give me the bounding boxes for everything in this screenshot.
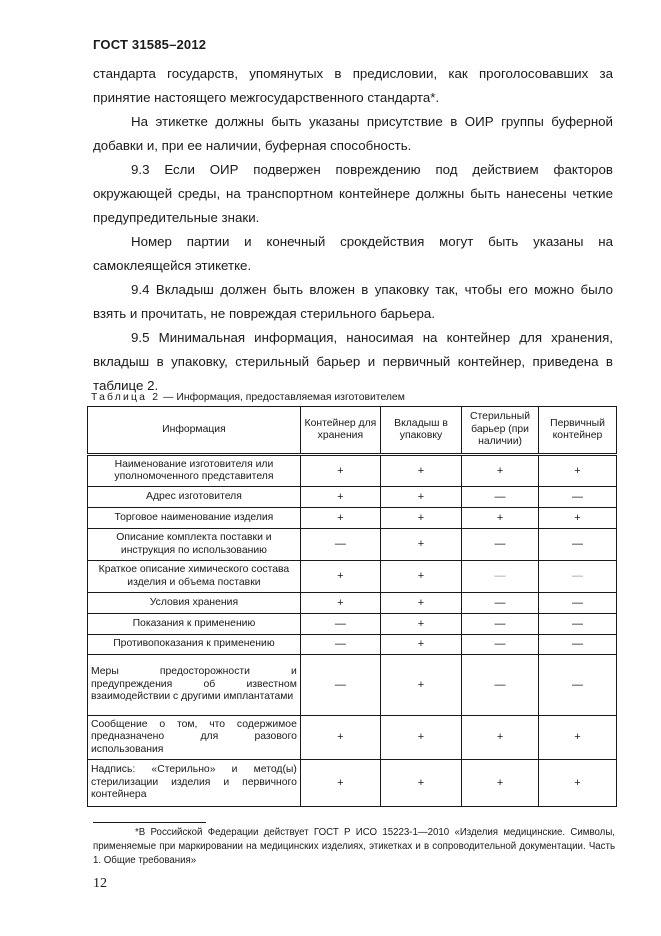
- row-mark: —: [539, 593, 617, 614]
- row-info: Описание комплекта поставки и инструкция по использованию: [88, 529, 301, 561]
- row-mark: +: [380, 508, 461, 529]
- row-mark: +: [300, 508, 380, 529]
- page-number: 12: [93, 876, 107, 891]
- header-storage-container: Контейнер для хранения: [300, 407, 380, 455]
- row-mark: +: [300, 487, 380, 508]
- header-primary-container: Первичный контейнер: [539, 407, 617, 455]
- table-row: [88, 508, 617, 529]
- row-mark: +: [380, 716, 461, 760]
- row-mark: +: [300, 716, 380, 760]
- row-mark: —: [462, 561, 539, 593]
- row-mark: +: [462, 760, 539, 807]
- row-mark: +: [539, 716, 617, 760]
- table-row: [88, 455, 617, 487]
- header-package-insert: Вкладыш в упаковку: [380, 407, 461, 455]
- row-info: Адрес изготовителя: [88, 487, 301, 508]
- row-mark: —: [300, 635, 380, 655]
- row-mark: —: [462, 529, 539, 561]
- row-mark: +: [539, 455, 617, 487]
- row-mark: —: [300, 655, 380, 716]
- document-header: ГОСТ 31585–2012: [93, 37, 207, 52]
- table-row: [88, 655, 617, 716]
- row-mark: +: [380, 487, 461, 508]
- row-mark: +: [300, 593, 380, 614]
- row-mark: —: [539, 635, 617, 655]
- row-mark: —: [539, 529, 617, 561]
- row-mark: +: [380, 655, 461, 716]
- row-mark: —: [539, 655, 617, 716]
- table-row: [88, 529, 617, 561]
- row-mark: +: [539, 760, 617, 807]
- row-mark: —: [539, 614, 617, 635]
- paragraph: 9.5 Минимальная информация, наносимая на контейнер для хранения, вкладыш в упаковку, стерильный барьер и первичный контейнер, приведена в таблице 2.: [93, 330, 613, 393]
- paragraph: стандарта государств, упомянутых в предисловии, как проголосовавших за принятие настоящего межгосударственного стандарта*.: [93, 66, 613, 105]
- row-info: Наименование изготовителя или уполномоченного представителя: [88, 455, 301, 487]
- table-caption-text: — Информация, предоставляемая изготовителем: [160, 392, 405, 403]
- paragraph: 9.4 Вкладыш должен быть вложен в упаковку так, чтобы его можно было взять и прочитать, не повреждая стерильного барьера.: [93, 282, 613, 321]
- table-row: [88, 760, 617, 807]
- row-info: Сообщение о том, что содержимое предназначено для разового использования: [88, 716, 301, 760]
- footnote: [93, 826, 615, 868]
- table-row: [88, 635, 617, 655]
- row-info: Меры предосторожности и предупреждения об известном взаимодействии с другими имплантатами: [88, 655, 301, 716]
- paragraph: На этикетке должны быть указаны присутствие в ОИР группы буферной добавки и, при ее наличии, буферная способность.: [93, 114, 613, 153]
- row-mark: +: [462, 508, 539, 529]
- row-info: Противопоказания к применению: [88, 635, 301, 655]
- info-table: [87, 406, 617, 807]
- row-mark: —: [539, 487, 617, 508]
- header-information: Информация: [88, 407, 301, 455]
- row-mark: —: [462, 655, 539, 716]
- body-text: [93, 62, 613, 398]
- row-mark: +: [380, 635, 461, 655]
- row-info: Показания к применению: [88, 614, 301, 635]
- row-mark: +: [380, 760, 461, 807]
- table-header-row: [88, 407, 617, 455]
- row-mark: —: [462, 635, 539, 655]
- row-mark: +: [300, 760, 380, 807]
- row-mark: —: [462, 614, 539, 635]
- row-mark: +: [300, 561, 380, 593]
- row-mark: —: [462, 593, 539, 614]
- row-info: Условия хранения: [88, 593, 301, 614]
- row-mark: +: [300, 455, 380, 487]
- header-sterile-barrier: Стерильный барьер (при наличии): [462, 407, 539, 455]
- table-row: [88, 487, 617, 508]
- row-mark: +: [462, 455, 539, 487]
- row-mark: +: [462, 716, 539, 760]
- row-mark: +: [380, 614, 461, 635]
- row-mark: +: [380, 561, 461, 593]
- table-row: [88, 614, 617, 635]
- table-row: [88, 561, 617, 593]
- row-mark: —: [300, 529, 380, 561]
- row-mark: +: [380, 593, 461, 614]
- paragraph: 9.3 Если ОИР подвержен повреждению под действием факторов окружающей среды, на транспортном контейнере должны быть нанесены четкие предупредительные знаки.: [93, 162, 613, 225]
- table-caption-label: Таблица 2: [91, 392, 161, 403]
- row-mark: —: [539, 561, 617, 593]
- table-row: [88, 593, 617, 614]
- row-info: Торговое наименование изделия: [88, 508, 301, 529]
- row-mark: +: [380, 455, 461, 487]
- table-row: [88, 716, 617, 760]
- paragraph: Номер партии и конечный срокдействия могут быть указаны на самоклеящейся этикетке.: [93, 234, 613, 273]
- footnote-text: *В Российской Федерации действует ГОСТ Р ИСО 15223-1—2010 «Изделия медицинские. Символы, применяемые при маркировании на медицинских изделиях, этикетках и в сопроводительной документации. Часть 1. Общие требования»: [93, 827, 615, 866]
- row-mark: —: [300, 614, 380, 635]
- footnote-divider: [93, 822, 206, 823]
- row-info: Краткое описание химического состава изделия и объема поставки: [88, 561, 301, 593]
- table-caption: [91, 392, 405, 403]
- row-mark: —: [462, 487, 539, 508]
- row-mark: +: [380, 529, 461, 561]
- row-mark: +: [539, 508, 617, 529]
- row-info: Надпись: «Стерильно» и метод(ы) стерилизации изделия и первичного контейнера: [88, 760, 301, 807]
